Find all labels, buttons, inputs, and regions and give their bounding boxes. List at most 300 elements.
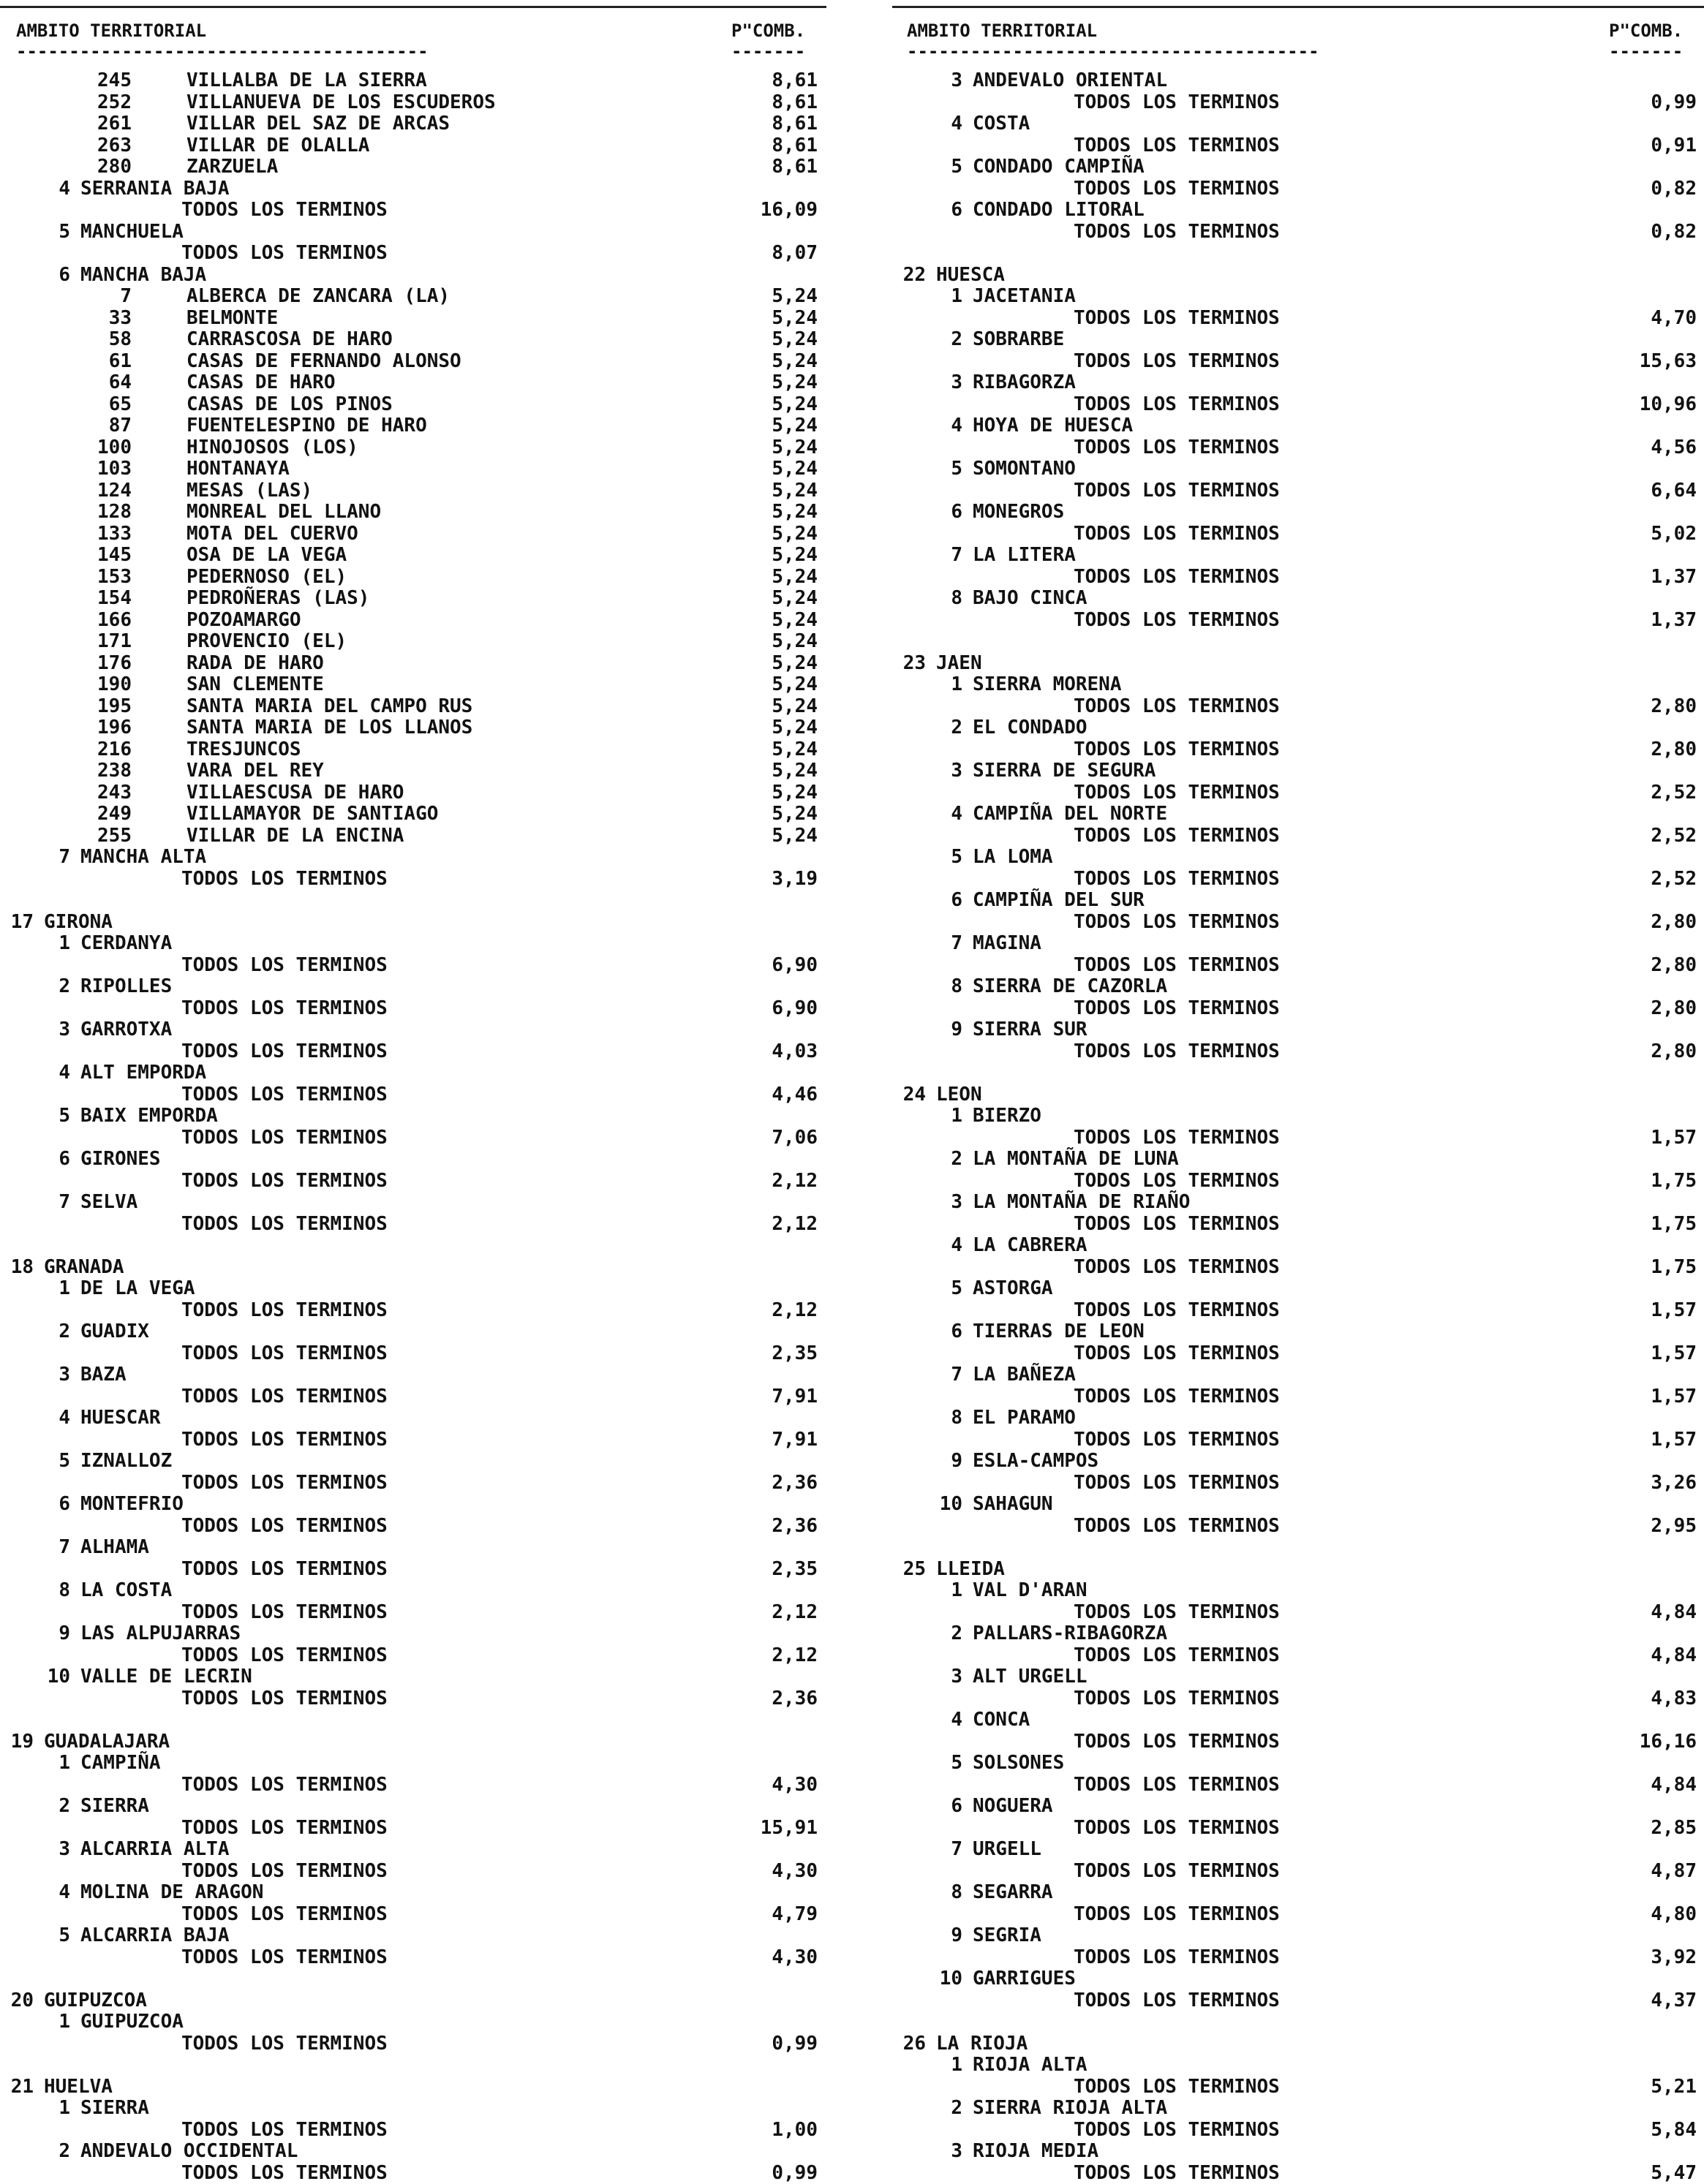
combined-value: 4,30	[772, 1861, 818, 1883]
all-terms-row	[892, 1343, 1704, 1365]
territory-name: TODOS LOS TERMINOS	[1074, 1645, 1280, 1667]
all-terms-row	[0, 1818, 841, 1840]
code-number: 4	[59, 178, 70, 200]
all-terms-row	[0, 869, 841, 891]
comarca-row	[0, 1925, 841, 1947]
combined-value: 5,24	[772, 567, 818, 589]
combined-value: 4,84	[1651, 1775, 1697, 1796]
code-number: 33	[109, 308, 132, 330]
spacer-row	[0, 1968, 841, 1990]
territory-name: MONREAL DEL LLANO	[186, 502, 381, 524]
territory-name: PROVENCIO (EL)	[186, 631, 347, 653]
comarca-row	[892, 2055, 1704, 2077]
territory-name: TODOS LOS TERMINOS	[1074, 1947, 1280, 1969]
combined-value: 6,90	[772, 998, 818, 1020]
territory-name: SERRANIA BAJA	[80, 178, 230, 200]
combined-value: 5,24	[772, 760, 818, 782]
territory-name: TODOS LOS TERMINOS	[1074, 222, 1280, 243]
all-terms-row	[892, 1904, 1704, 1926]
all-terms-row	[0, 998, 841, 1020]
code-number: 1	[951, 674, 962, 696]
territory-name: TODOS LOS TERMINOS	[181, 1602, 388, 1624]
comarca-row	[892, 2141, 1704, 2163]
column-header-value: P"COMB.	[1609, 20, 1683, 41]
all-terms-row	[892, 2077, 1704, 2098]
comarca-row	[0, 2011, 841, 2033]
municipality-row	[0, 480, 841, 502]
all-terms-row	[892, 1775, 1704, 1796]
all-terms-row	[0, 200, 841, 222]
combined-value: 5,24	[772, 415, 818, 437]
municipality-row	[0, 567, 841, 589]
territory-name: SAN CLEMENTE	[186, 674, 324, 696]
code-number: 22	[903, 265, 926, 287]
combined-value: 2,12	[772, 1171, 818, 1193]
combined-value: 4,70	[1651, 308, 1697, 330]
combined-value: 2,80	[1651, 739, 1697, 761]
comarca-row	[892, 804, 1704, 825]
code-number: 128	[97, 502, 132, 524]
all-terms-row	[0, 1645, 841, 1667]
territory-name: CERDANYA	[80, 933, 172, 955]
code-number: 4	[59, 1407, 70, 1429]
code-number: 166	[97, 610, 132, 632]
combined-value: 2,12	[772, 1645, 818, 1667]
combined-value: 0,82	[1651, 178, 1697, 200]
territory-name: SIERRA SUR	[973, 1019, 1087, 1041]
territory-name: MANCHA ALTA	[80, 847, 206, 869]
code-number: 280	[97, 156, 132, 178]
territory-name: ZARZUELA	[186, 156, 278, 178]
territory-name: ALBERCA DE ZANCARA (LA)	[186, 286, 450, 308]
code-number: 7	[59, 1537, 70, 1559]
all-terms-row	[0, 1429, 841, 1451]
province-row	[0, 1731, 841, 1753]
code-number: 64	[109, 372, 132, 394]
comarca-row	[892, 415, 1704, 437]
comarca-row	[0, 1753, 841, 1775]
code-number: 58	[109, 329, 132, 351]
all-terms-row	[892, 2120, 1704, 2142]
territory-name: TODOS LOS TERMINOS	[1074, 998, 1280, 1020]
all-terms-row	[0, 1947, 841, 1969]
province-row	[0, 2077, 841, 2098]
territory-name: ANDEVALO ORIENTAL	[973, 70, 1167, 92]
territory-name: MAGINA	[973, 933, 1041, 955]
territory-name: TODOS LOS TERMINOS	[1074, 135, 1280, 157]
all-terms-row	[0, 1343, 841, 1365]
code-number: 195	[97, 696, 132, 718]
comarca-row	[0, 1494, 841, 1516]
municipality-row	[0, 545, 841, 567]
territory-name: MESAS (LAS)	[186, 480, 312, 502]
all-terms-row	[892, 1645, 1704, 1667]
territory-name: NOGUERA	[973, 1796, 1053, 1818]
code-number: 7	[951, 1364, 962, 1386]
combined-value: 5,24	[772, 588, 818, 610]
column-header-value: P"COMB.	[731, 20, 805, 41]
code-number: 6	[951, 1321, 962, 1343]
territory-name: LLEIDA	[936, 1559, 1005, 1581]
code-number: 20	[11, 1990, 34, 2012]
combined-value: 1,57	[1651, 1429, 1697, 1451]
territory-name: SOLSONES	[973, 1753, 1064, 1775]
comarca-row	[892, 286, 1704, 308]
territory-name: BELMONTE	[186, 308, 278, 330]
territory-name: HUESCA	[936, 265, 1005, 287]
all-terms-row	[892, 1688, 1704, 1710]
territory-name: TODOS LOS TERMINOS	[1074, 1602, 1280, 1624]
territory-name: LA BAÑEZA	[973, 1364, 1076, 1386]
comarca-row	[892, 1494, 1704, 1516]
municipality-row	[0, 372, 841, 394]
code-number: 3	[951, 760, 962, 782]
combined-value: 7,91	[772, 1386, 818, 1408]
territory-name: VILLAESCUSA DE HARO	[186, 782, 404, 804]
territory-name: GUIPUZCOA	[44, 1990, 147, 2012]
municipality-row	[0, 502, 841, 524]
municipality-row	[0, 804, 841, 825]
code-number: 2	[951, 329, 962, 351]
municipality-row	[0, 92, 841, 114]
comarca-row	[892, 1192, 1704, 1214]
all-terms-row	[0, 955, 841, 977]
territory-name: TODOS LOS TERMINOS	[1074, 1688, 1280, 1710]
comarca-row	[0, 1623, 841, 1645]
code-number: 245	[97, 70, 132, 92]
municipality-row	[0, 674, 841, 696]
code-number: 9	[951, 1451, 962, 1473]
all-terms-row	[892, 480, 1704, 502]
comarca-row	[0, 1192, 841, 1214]
territory-name: CONCA	[973, 1709, 1030, 1731]
combined-value: 16,16	[1640, 1731, 1697, 1753]
territory-name: TODOS LOS TERMINOS	[181, 1429, 388, 1451]
combined-value: 4,30	[772, 1947, 818, 1969]
code-number: 8	[59, 1580, 70, 1602]
spacer-row	[892, 1062, 1704, 1084]
territory-name: GIRONES	[80, 1149, 161, 1171]
province-row	[0, 1257, 841, 1279]
code-number: 21	[11, 2077, 34, 2098]
comarca-row	[0, 1796, 841, 1818]
all-terms-row	[0, 1127, 841, 1149]
all-terms-row	[892, 1041, 1704, 1063]
comarca-row	[892, 1364, 1704, 1386]
left-column	[0, 0, 841, 2170]
combined-value: 1,57	[1651, 1127, 1697, 1149]
all-terms-row	[892, 437, 1704, 459]
all-terms-row	[892, 308, 1704, 330]
municipality-row	[0, 696, 841, 718]
combined-value: 3,92	[1651, 1947, 1697, 1969]
territory-name: TODOS LOS TERMINOS	[1074, 308, 1280, 330]
combined-value: 0,99	[1651, 92, 1697, 114]
combined-value: 2,80	[1651, 998, 1697, 1020]
comarca-row	[892, 976, 1704, 998]
all-terms-row	[892, 1602, 1704, 1624]
municipality-row	[0, 717, 841, 739]
all-terms-row	[892, 1516, 1704, 1538]
comarca-row	[892, 1666, 1704, 1688]
territory-name: TODOS LOS TERMINOS	[1074, 567, 1280, 589]
code-number: 7	[59, 1192, 70, 1214]
comarca-row	[0, 1580, 841, 1602]
comarca-row	[892, 1580, 1704, 1602]
combined-value: 2,52	[1651, 782, 1697, 804]
code-number: 1	[951, 1106, 962, 1127]
municipality-row	[0, 70, 841, 92]
territory-name: TODOS LOS TERMINOS	[181, 1861, 388, 1883]
territory-name: CASAS DE HARO	[186, 372, 336, 394]
comarca-row	[892, 890, 1704, 912]
territory-name: TODOS LOS TERMINOS	[1074, 1473, 1280, 1495]
comarca-row	[892, 933, 1704, 955]
territory-name: PEDERNOSO (EL)	[186, 567, 347, 589]
code-number: 4	[951, 804, 962, 825]
code-number: 3	[951, 1192, 962, 1214]
territory-name: CAMPIÑA DEL NORTE	[973, 804, 1167, 825]
territory-name: TODOS LOS TERMINOS	[181, 1516, 388, 1538]
comarca-row	[892, 674, 1704, 696]
code-number: 249	[97, 804, 132, 825]
code-number: 6	[951, 890, 962, 912]
comarca-row	[0, 1451, 841, 1473]
code-number: 6	[951, 1796, 962, 1818]
code-number: 6	[59, 265, 70, 287]
territory-name: TODOS LOS TERMINOS	[1074, 92, 1280, 114]
comarca-row	[0, 265, 841, 287]
combined-value: 5,24	[772, 631, 818, 653]
comarca-row	[892, 458, 1704, 480]
comarca-row	[892, 1106, 1704, 1127]
code-number: 243	[97, 782, 132, 804]
code-number: 65	[109, 394, 132, 416]
comarca-row	[892, 1278, 1704, 1300]
top-rule	[0, 6, 826, 8]
code-number: 263	[97, 135, 132, 157]
code-number: 3	[59, 1839, 70, 1861]
territory-name: PALLARS-RIBAGORZA	[973, 1623, 1167, 1645]
code-number: 190	[97, 674, 132, 696]
code-number: 5	[951, 1278, 962, 1300]
code-number: 176	[97, 653, 132, 675]
territory-name: VAL D'ARAN	[973, 1580, 1087, 1602]
combined-value: 7,91	[772, 1429, 818, 1451]
combined-value: 2,35	[772, 1343, 818, 1365]
combined-value: 5,24	[772, 524, 818, 545]
code-number: 1	[951, 1580, 962, 1602]
combined-value: 4,03	[772, 1041, 818, 1063]
code-number: 4	[59, 1882, 70, 1904]
territory-name: LA RIOJA	[936, 2033, 1028, 2055]
code-number: 10	[48, 1666, 70, 1688]
all-terms-row	[892, 782, 1704, 804]
code-number: 216	[97, 739, 132, 761]
code-number: 7	[120, 286, 132, 308]
territory-name: SIERRA DE CAZORLA	[973, 976, 1167, 998]
territory-name: BIERZO	[973, 1106, 1041, 1127]
comarca-row	[0, 222, 841, 243]
code-number: 6	[59, 1149, 70, 1171]
comarca-row	[892, 372, 1704, 394]
code-number: 87	[109, 415, 132, 437]
territory-name: TODOS LOS TERMINOS	[1074, 912, 1280, 934]
municipality-row	[0, 782, 841, 804]
all-terms-row	[0, 1473, 841, 1495]
territory-name: SIERRA DE SEGURA	[973, 760, 1156, 782]
all-terms-row	[0, 1516, 841, 1538]
combined-value: 2,35	[772, 1559, 818, 1581]
combined-value: 2,80	[1651, 1041, 1697, 1063]
code-number: 103	[97, 458, 132, 480]
code-number: 255	[97, 825, 132, 847]
territory-name: TODOS LOS TERMINOS	[181, 1386, 388, 1408]
territory-name: TODOS LOS TERMINOS	[181, 2033, 388, 2055]
territory-name: CAMPIÑA	[80, 1753, 161, 1775]
all-terms-row	[0, 1171, 841, 1193]
territory-name: GUADALAJARA	[44, 1731, 170, 1753]
territory-name: TODOS LOS TERMINOS	[1074, 610, 1280, 632]
territory-name: TODOS LOS TERMINOS	[1074, 480, 1280, 502]
comarca-row	[892, 847, 1704, 869]
comarca-row	[892, 329, 1704, 351]
comarca-row	[892, 1149, 1704, 1171]
territory-name: ALT EMPORDA	[80, 1062, 206, 1084]
all-terms-row	[0, 243, 841, 265]
municipality-row	[0, 113, 841, 135]
all-terms-row	[892, 394, 1704, 416]
comarca-row	[892, 545, 1704, 567]
territory-name: ASTORGA	[973, 1278, 1053, 1300]
code-number: 17	[11, 912, 34, 934]
territory-name: SEGARRA	[973, 1882, 1053, 1904]
territory-name: LEON	[936, 1084, 982, 1106]
all-terms-row	[892, 869, 1704, 891]
municipality-row	[0, 588, 841, 610]
comarca-row	[892, 1451, 1704, 1473]
combined-value: 1,57	[1651, 1343, 1697, 1365]
combined-value: 2,80	[1651, 912, 1697, 934]
territory-name: MOLINA DE ARAGON	[80, 1882, 263, 1904]
territory-name: TODOS LOS TERMINOS	[1074, 782, 1280, 804]
spacer-row	[892, 2011, 1704, 2033]
spacer-row	[0, 1235, 841, 1257]
combined-value: 4,30	[772, 1775, 818, 1796]
combined-value: 5,47	[1651, 2163, 1697, 2184]
territory-name: VILLAR DE OLALLA	[186, 135, 369, 157]
code-number: 6	[59, 1494, 70, 1516]
territory-name: ESLA-CAMPOS	[973, 1451, 1098, 1473]
code-number: 6	[951, 502, 962, 524]
territory-name: ALCARRIA ALTA	[80, 1839, 230, 1861]
code-number: 10	[940, 1968, 962, 1990]
municipality-row	[0, 351, 841, 373]
municipality-row	[0, 135, 841, 157]
comarca-row	[0, 1839, 841, 1861]
spacer-row	[0, 1709, 841, 1731]
code-number: 4	[59, 1062, 70, 1084]
territory-name: VILLANUEVA DE LOS ESCUDEROS	[186, 92, 496, 114]
combined-value: 4,84	[1651, 1602, 1697, 1624]
all-terms-row	[892, 1257, 1704, 1279]
combined-value: 0,99	[772, 2163, 818, 2184]
combined-value: 5,24	[772, 480, 818, 502]
code-number: 124	[97, 480, 132, 502]
territory-name: MONEGROS	[973, 502, 1064, 524]
territory-name: PEDROÑERAS (LAS)	[186, 588, 369, 610]
code-number: 252	[97, 92, 132, 114]
territory-name: GRANADA	[44, 1257, 124, 1279]
territory-name: VALLE DE LECRIN	[80, 1666, 252, 1688]
municipality-row	[0, 760, 841, 782]
code-number: 196	[97, 717, 132, 739]
code-number: 4	[951, 1235, 962, 1257]
combined-value: 4,87	[1651, 1861, 1697, 1883]
comarca-row	[0, 1364, 841, 1386]
combined-value: 0,91	[1651, 135, 1697, 157]
combined-value: 5,24	[772, 437, 818, 459]
combined-value: 4,79	[772, 1904, 818, 1926]
all-terms-row	[0, 2033, 841, 2055]
combined-value: 2,80	[1651, 955, 1697, 977]
municipality-row	[0, 631, 841, 653]
code-number: 5	[59, 1925, 70, 1947]
combined-value: 5,02	[1651, 524, 1697, 545]
code-number: 2	[59, 976, 70, 998]
all-terms-row	[892, 2163, 1704, 2184]
combined-value: 8,61	[772, 113, 818, 135]
combined-value: 5,24	[772, 329, 818, 351]
combined-value: 1,00	[772, 2120, 818, 2142]
comarca-row	[892, 1019, 1704, 1041]
all-terms-row	[0, 1861, 841, 1883]
comarca-row	[892, 1882, 1704, 1904]
territory-name: ANDEVALO OCCIDENTAL	[80, 2141, 298, 2163]
combined-value: 2,85	[1651, 1818, 1697, 1840]
comarca-row	[0, 1106, 841, 1127]
comarca-row	[892, 1709, 1704, 1731]
all-terms-row	[0, 2120, 841, 2142]
territory-name: OSA DE LA VEGA	[186, 545, 347, 567]
all-terms-row	[892, 1473, 1704, 1495]
province-row	[0, 912, 841, 934]
territory-name: GARRIGUES	[973, 1968, 1076, 1990]
combined-value: 2,52	[1651, 825, 1697, 847]
territory-name: GARROTXA	[80, 1019, 172, 1041]
territory-name: COSTA	[973, 113, 1030, 135]
code-number: 1	[951, 286, 962, 308]
territory-name: LA LOMA	[973, 847, 1053, 869]
all-terms-row	[0, 1775, 841, 1796]
comarca-row	[892, 1968, 1704, 1990]
municipality-row	[0, 286, 841, 308]
combined-value: 2,95	[1651, 1516, 1697, 1538]
territory-name: TIERRAS DE LEON	[973, 1321, 1145, 1343]
municipality-row	[0, 156, 841, 178]
territory-name: CONDADO CAMPIÑA	[973, 156, 1145, 178]
code-number: 8	[951, 1407, 962, 1429]
combined-value: 8,61	[772, 135, 818, 157]
territory-name: ALHAMA	[80, 1537, 149, 1559]
comarca-row	[0, 2141, 841, 2163]
territory-name: TODOS LOS TERMINOS	[181, 2120, 388, 2142]
code-number: 3	[951, 70, 962, 92]
combined-value: 15,91	[761, 1818, 818, 1840]
code-number: 19	[11, 1731, 34, 1753]
combined-value: 2,12	[772, 1214, 818, 1236]
province-row	[892, 2033, 1704, 2055]
